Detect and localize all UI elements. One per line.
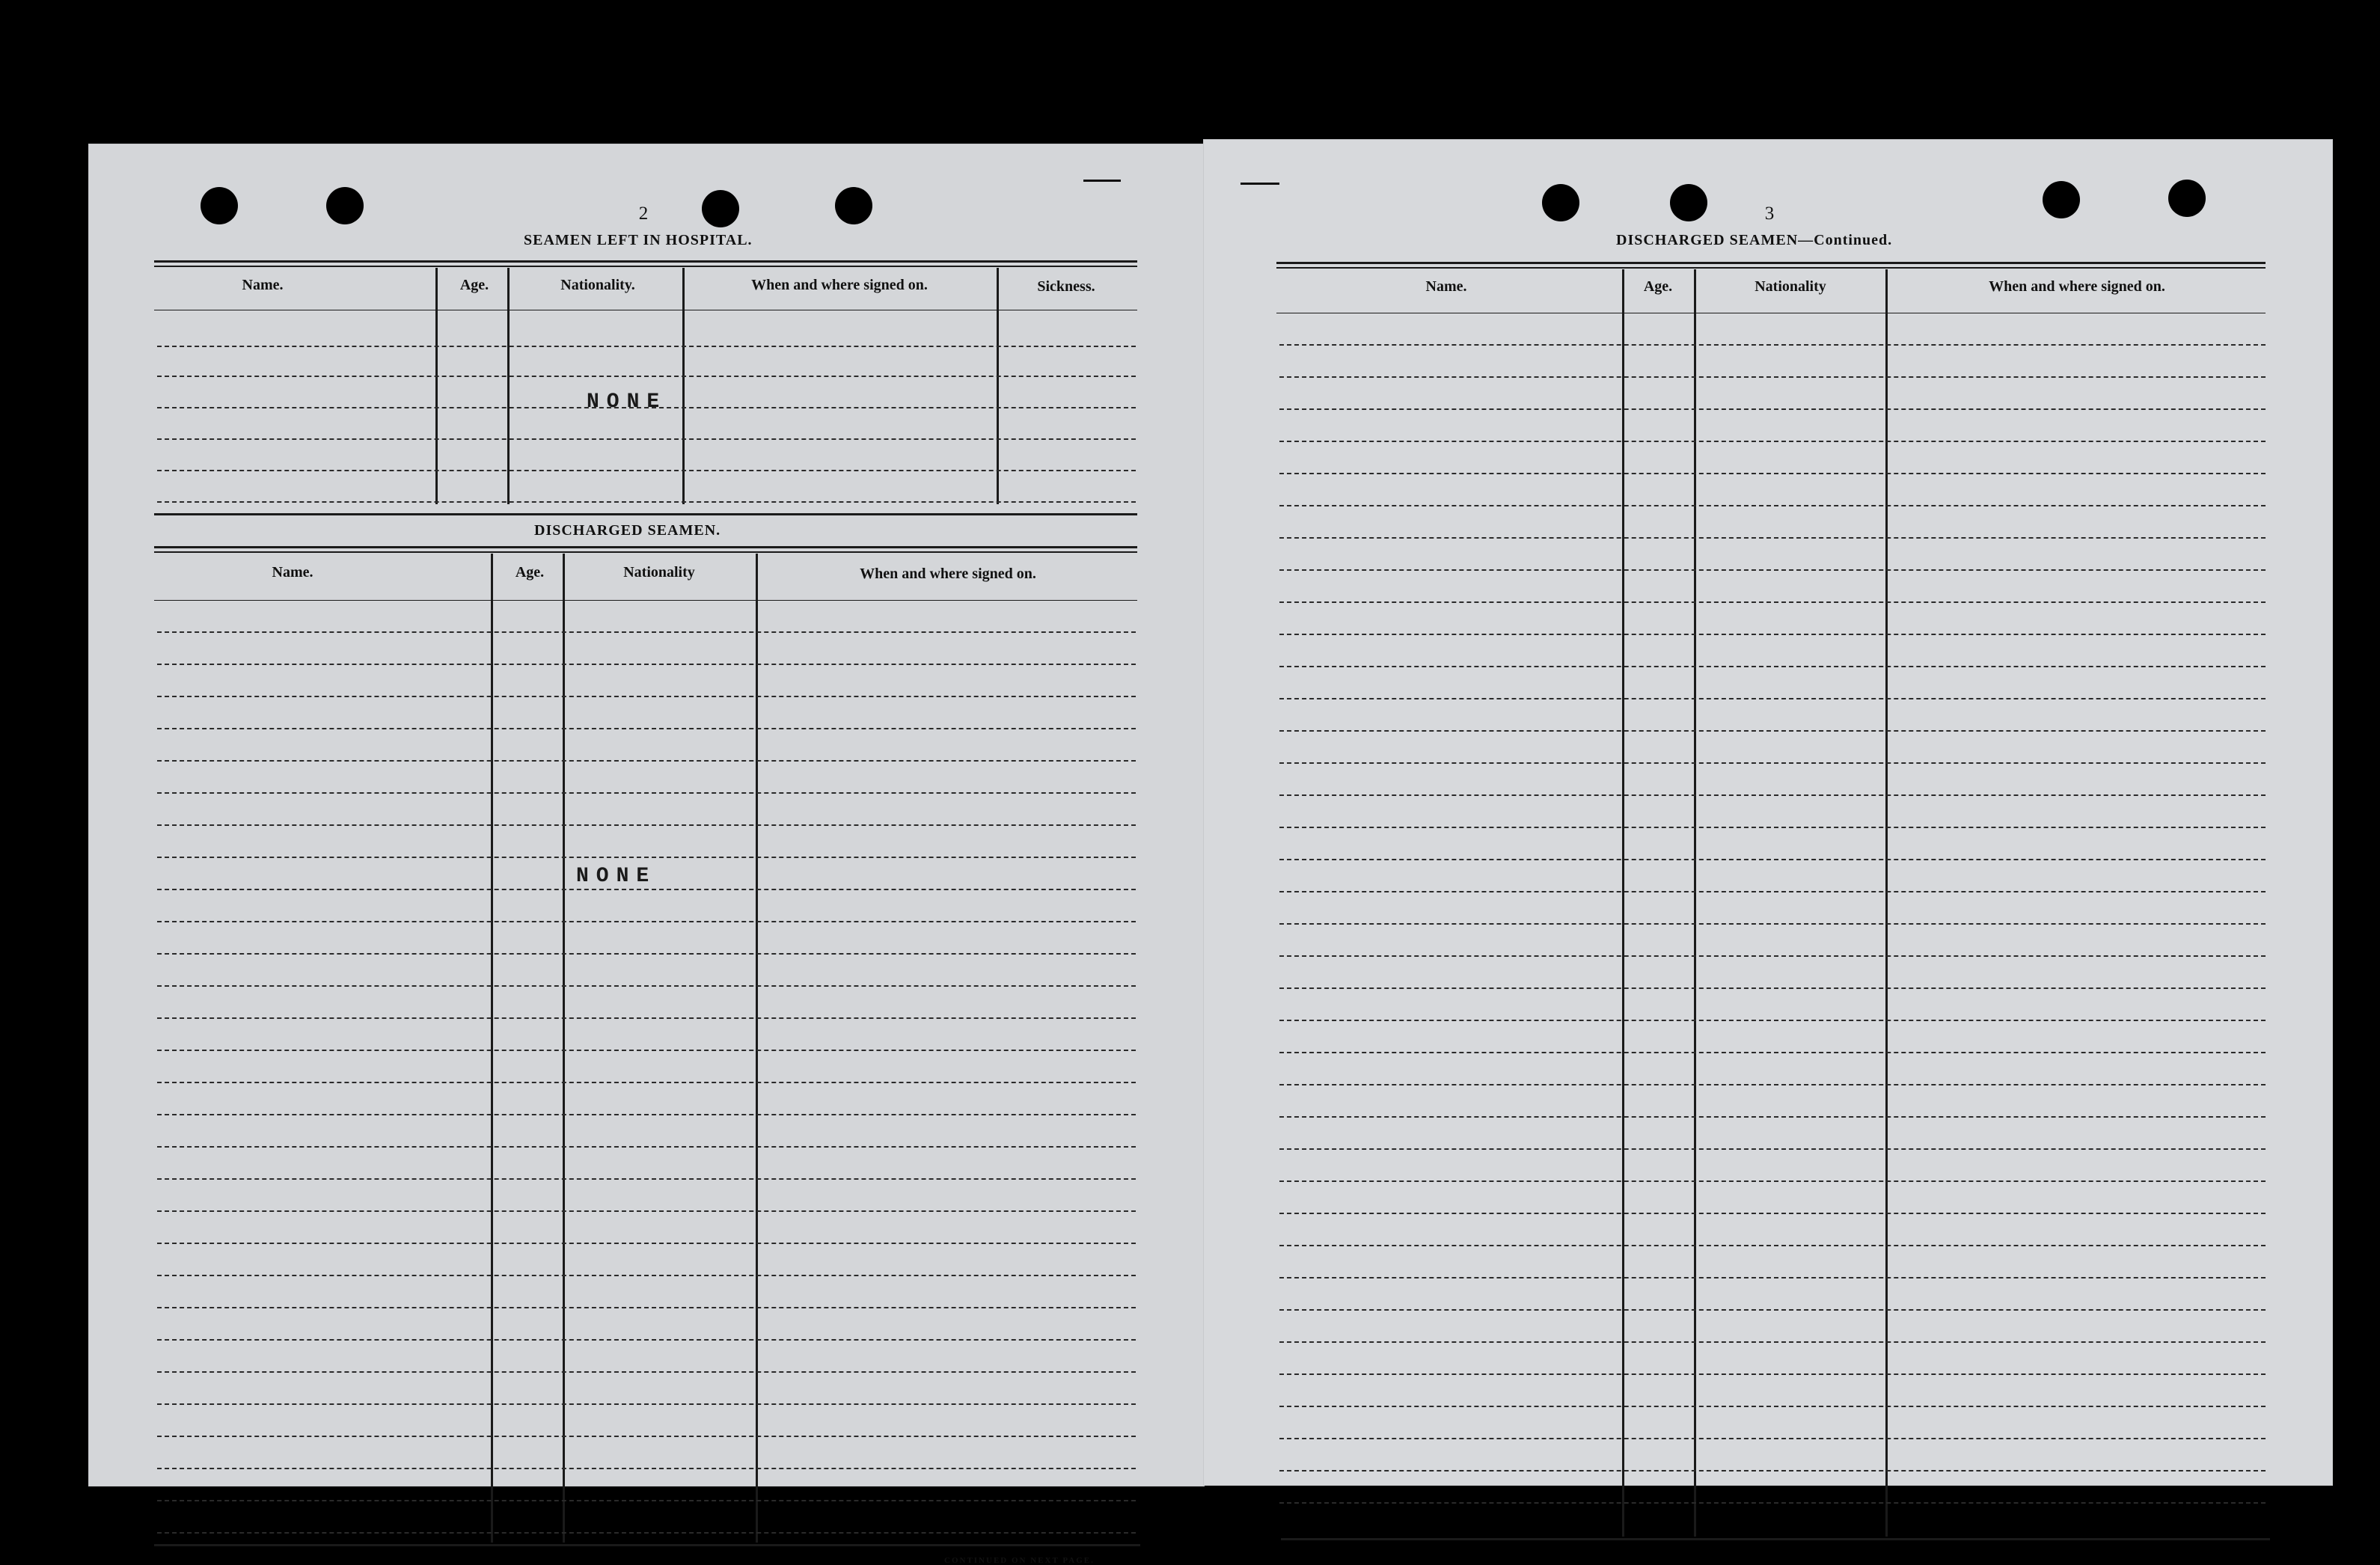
entry-row [1279,1438,2266,1439]
entry-row [1279,1245,2266,1246]
punch-hole [1670,184,1707,221]
page-number: 3 [1764,203,1775,224]
entry-row [1279,1180,2266,1182]
entry-row [157,470,1136,471]
entry-row [157,1532,1136,1534]
column-header-nationality: Nationality. [560,277,635,293]
table-top-rule [1276,267,2266,269]
entry-row [157,985,1136,987]
entry-row [1279,1052,2266,1053]
entry-row [1279,1148,2266,1150]
entry-row [157,1050,1136,1051]
entry-row [1279,601,2266,603]
column-header-name: Name. [242,277,284,293]
column-header-age: Age. [1643,278,1673,295]
entry-row [157,1017,1136,1019]
entry-row [157,1082,1136,1083]
entry-row [1279,376,2266,378]
entry-row [157,1403,1136,1405]
discharged-continued-title: DISCHARGED SEAMEN—Continued. [1616,232,1893,248]
entry-row [1279,1406,2266,1407]
entry-row [1279,1020,2266,1021]
punch-hole [1542,184,1579,221]
entry-row [157,1178,1136,1180]
column-header-age: Age. [515,564,545,581]
table-top-rule [154,546,1137,548]
entry-row [157,1146,1136,1148]
entry-row [1279,505,2266,506]
entry-row [157,1275,1136,1276]
left-page [88,144,1205,1565]
entry-row [157,501,1136,503]
column-header-signed-on: When and where signed on. [1989,278,2165,295]
entry-row [157,1468,1136,1469]
table-top-rule [154,551,1137,553]
column-header-signed-on: When and where signed on. [860,566,1036,582]
entry-row [157,1210,1136,1212]
column-divider [1694,269,1696,1537]
entry-row [1279,537,2266,539]
entry-row [157,824,1136,826]
discharged-section-title: DISCHARGED SEAMEN. [534,522,721,539]
entry-row [157,1339,1136,1341]
discharged-none-stamp: NONE [576,865,657,888]
entry-row [1279,473,2266,474]
entry-row [1279,1213,2266,1214]
entry-row [1279,859,2266,860]
punch-hole [835,187,872,224]
entry-row [1279,666,2266,667]
entry-row [157,1307,1136,1308]
entry-row [1279,634,2266,635]
entry-row [157,760,1136,762]
section-rule [154,513,1137,515]
column-divider [682,268,685,504]
column-divider [756,554,758,1543]
table-bottom-rule [154,1544,1140,1546]
entry-row [1279,408,2266,410]
entry-row [157,696,1136,697]
column-divider [1622,269,1624,1537]
continued-note: CONTINUED ON NEXT PAGE. [944,1556,1095,1565]
entry-row [157,1436,1136,1437]
entry-row [1279,794,2266,796]
entry-row [1279,987,2266,989]
entry-row [1279,1373,2266,1375]
entry-row [1279,1502,2266,1504]
entry-row [157,664,1136,665]
entry-row [157,438,1136,440]
column-divider [491,554,493,1543]
right-page [1203,139,2333,1486]
table-top-rule [154,260,1137,263]
entry-row [157,1371,1136,1373]
entry-row [1279,1470,2266,1471]
entry-row [157,857,1136,858]
margin-mark [1083,180,1121,182]
entry-row [1279,827,2266,828]
column-header-age: Age. [459,277,489,293]
entry-row [157,1114,1136,1115]
column-divider [435,268,438,504]
entry-row [157,376,1136,377]
entry-row [1279,923,2266,925]
header-underline [154,600,1137,601]
entry-row [1279,891,2266,892]
entry-row [1279,1084,2266,1085]
column-header-name: Name. [1425,278,1467,295]
entry-row [1279,1341,2266,1343]
entry-row [1279,698,2266,699]
entry-row [157,792,1136,794]
entry-row [157,1243,1136,1244]
entry-row [1279,441,2266,442]
entry-row [157,631,1136,633]
table-top-rule [154,266,1137,267]
column-header-name: Name. [272,564,313,581]
punch-hole [2043,181,2080,218]
column-divider [997,268,999,504]
hospital-none-stamp: NONE [587,391,667,414]
column-header-sickness: Sickness. [1037,278,1095,295]
column-header-nationality: Nationality [623,564,695,581]
entry-row [1279,762,2266,764]
entry-row [1279,1309,2266,1311]
page-number: 2 [638,203,649,224]
margin-mark [1241,183,1279,185]
punch-hole [201,187,238,224]
entry-row [157,953,1136,955]
column-divider [1885,269,1888,1537]
column-divider [563,554,565,1543]
hospital-section-title: SEAMEN LEFT IN HOSPITAL. [524,232,753,248]
punch-hole [326,187,364,224]
table-bottom-rule [1281,1538,2270,1540]
punch-hole [702,190,739,227]
entry-row [157,889,1136,890]
entry-row [1279,344,2266,346]
table-top-rule [1276,262,2266,264]
entry-row [1279,955,2266,957]
column-divider [507,268,510,504]
entry-row [157,1500,1136,1501]
column-header-nationality: Nationality [1755,278,1826,295]
entry-row [1279,1277,2266,1278]
entry-row [157,728,1136,729]
punch-hole [2168,180,2206,217]
entry-row [1279,1116,2266,1118]
entry-row [1279,730,2266,732]
entry-row [157,921,1136,922]
entry-row [157,346,1136,347]
entry-row [1279,569,2266,571]
column-header-signed-on: When and where signed on. [751,277,928,293]
